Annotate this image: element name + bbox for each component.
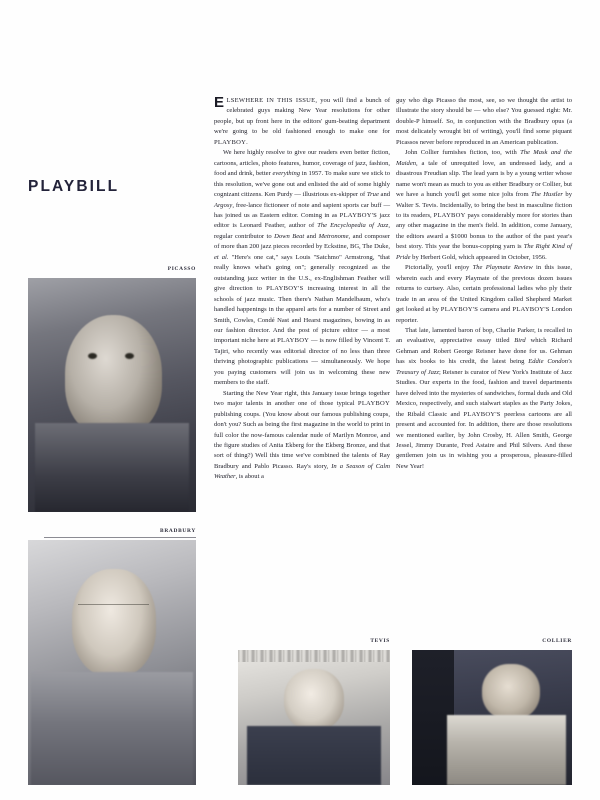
body-column-left: [214, 96, 390, 483]
r3-c: camera and: [478, 306, 513, 314]
r3-d: London reporter.: [396, 306, 572, 324]
r2-b: , a tale of unrequited love, an undressed lady, and a disastrous Freudian slip. The lead yarn is by a young writer whose name won't mean as much to you as either Bradbury or Collier, but we have a hunch you'll get some nice jolts from: [396, 159, 572, 199]
r4-brand: PLAYBOY'S: [463, 410, 501, 418]
photo-picasso: [28, 278, 196, 512]
photo-caption-bradbury: BRADBURY: [160, 528, 196, 534]
bradbury-torso: [31, 672, 192, 785]
photo-bradbury-image: [28, 540, 196, 785]
r4-d: peerless cartoons are all present and accounted for. In addition, there are those resolutions we mentioned earlier, by John Crosby, H. Allen Smith, George Jessel, Jimmy Durante, Fred Astaire and Phil Silvers. And these gentlemen join us in wishing you a prosperous, pleasure-filled New Year!: [396, 410, 572, 470]
photo-collier-image: [412, 650, 572, 785]
paragraph-2: [396, 148, 572, 263]
r4-em-bird: Bird: [514, 337, 526, 345]
r2-a: John Collier furnishes fiction, too, with: [405, 149, 521, 157]
p2-em-argosy: Argosy: [214, 201, 233, 209]
p2-d: , free-lance fictioneer of note and sapient sports car buff — has joined us as Eastern editor. Coming in as: [214, 201, 390, 219]
r1-a: guy who digs Picasso the most, see, so we thought the artist to illustrate the story should be — who else? You guessed right: Mr. double-P himself. So, in conjunction with the Bradbury opus (a most delicately wrought bit of writing), you'll find some piquant Picassos never before reproduced in an American publication.: [396, 97, 572, 146]
p2-em-etal: et al.: [214, 253, 229, 261]
r2-c: by Walter S. Tevis. Incidentally, to bring the best in masculine fiction to its readers,: [396, 191, 572, 219]
p3-em-story: In a Season of Calm Weather: [214, 462, 390, 481]
r3-brand-1: PLAYBOY'S: [440, 306, 479, 314]
opening-small-caps: LSEWHERE IN THIS ISSUE,: [226, 97, 318, 104]
p2-f: , regular contributor to: [214, 222, 390, 240]
p1-brand: PLAYBOY: [214, 138, 247, 146]
page-title: PLAYBILL: [28, 178, 120, 195]
collier-face: [482, 664, 540, 721]
paragraph-1: [396, 96, 572, 148]
p2-em-metronome: Metronome: [318, 232, 349, 240]
photo-tevis-image: [238, 650, 390, 785]
paragraph-2: [214, 148, 390, 388]
photo-collier: [412, 650, 572, 785]
tevis-film-grain: [238, 650, 390, 662]
drop-cap: E: [214, 94, 225, 111]
bradbury-rule: [44, 537, 196, 538]
r2-d: pays considerably more for stories than any other magazine in the men's field. In addition, come January, the editors award a $1000 bonus to the author of the past year's best story. This year the bonus-copping yarn is: [396, 211, 572, 251]
photo-picasso-image: [28, 278, 196, 512]
r3-b: in this issue, wherein each and every Playmate of the previous dozen issues returns to curtsey. Also, certain professional ladies who ply their trade in an area of the United Kingdom called Shepherd Market get looked at by: [396, 264, 572, 314]
paragraph-1: [214, 96, 390, 148]
p2-e: jazz editor is Leonard Feather, author of: [214, 211, 390, 230]
p2-b: in 1957. To make sure we stick to this resolution, we've gone out and enlisted the aid of some highly cognizant citizens. Ken Purdy — illustrious ex-skipper of: [214, 170, 391, 199]
p2-i: "Here's one cat," says Louis "Satchmo" Armstrong, "that really knows what's going on"; generally recognized as the outstanding jazz writer in the U.S., ex-Englishman Feather will give direction to: [214, 253, 391, 293]
r3-a: Pictorially, you'll enjoy: [405, 264, 473, 272]
p2-brand-1: PLAYBOY'S: [339, 211, 378, 219]
p2-j: increasing interest in all the schools of jazz music. Then there's Nathan Mandelbaum, who's handled happenings in the apparel arts for a number of Street and Smith, Cowles, Condé Nast and Hearst magazines, bowing in as our fashion director. And the post of picture editor — a most important niche here at: [214, 285, 390, 345]
picasso-torso: [35, 423, 190, 512]
tevis-torso: [247, 726, 381, 785]
p2-c: and: [378, 191, 390, 199]
p2-em-everything: everything: [272, 170, 301, 178]
bradbury-glasses: [78, 604, 149, 625]
p1-text: you will find a bunch of celebrated guys making New Year resolutions for other people, but up front here in the editors' gum-beating department we're going to be old fashioned enough to make one for: [214, 97, 390, 136]
photo-caption-tevis: TEVIS: [370, 638, 390, 644]
p2-a: We here highly resolve to give our readers even better fiction, cartoons, articles, photo features, humor, coverage of jazz, fashion, food and drink, better: [214, 149, 390, 178]
p2-em-downbeat: Down Beat: [274, 232, 305, 240]
photo-tevis: [238, 650, 390, 785]
r2-brand: PLAYBOY: [433, 211, 466, 219]
p2-em-true: True: [366, 191, 379, 199]
r4-b: which Richard Gehman and Robert George Reisner have done for us. Gehman has six books to his credit, the latest being: [396, 337, 572, 366]
p3-a: Starting the New Year right, this January issue brings together two major talents in another one of those typical: [214, 389, 390, 408]
p2-brand-2: PLAYBOY'S: [266, 285, 304, 293]
body-column-right: [396, 96, 572, 472]
r2-em-hustler: The Hustler: [531, 191, 563, 199]
p1-period: .: [246, 138, 248, 146]
r2-em-mask: The Mask and the Maiden: [396, 149, 572, 167]
collier-torso: [447, 715, 565, 785]
r3-em-playmate: The Playmate Review: [472, 264, 533, 272]
paragraph-4: [396, 326, 572, 472]
p3-b: publishing coups. (You know about our famous publishing coups, don't you? Such as being the first magazine in the world to print in full color the now-famous calendar nude of Marilyn Monroe, and the figure studies of Anita Ekberg for the Ekberg Bronze, and that sort of thing?) Well this time we've combined the talents of Ray Bradbury and Pablo Picasso. Ray's story,: [214, 410, 390, 470]
p2-g: and: [304, 232, 319, 240]
p3-c: , is about a: [235, 473, 264, 481]
r4-a: That late, lamented baron of bop, Charlie Parker, is recalled in an evaluative, appreciative essay titled: [396, 326, 572, 345]
r2-em-pride: The Right Kind of Pride: [396, 243, 572, 261]
p2-brand-3: PLAYBOY: [277, 337, 310, 345]
r3-brand-2: PLAYBOY'S: [512, 306, 550, 314]
r2-e: by Herbert Gold, which appeared in October, 1956.: [410, 253, 547, 261]
paragraph-3: [214, 389, 390, 483]
p2-h: , and composer of more than 200 jazz pieces recorded by Eckstine, BG, The Duke,: [214, 232, 390, 251]
paragraph-3: [396, 263, 572, 326]
r4-c: ; Reisner is curator of New York's Institute of Jazz Studies. Our experts in the food, fashion and travel departments have delved into the mysteries of sandwiches, formal duds and Old Mexico, respectively, and such stalwart staples as the Party Jokes, the Ribald Classic and: [396, 368, 572, 418]
photo-bradbury: [28, 540, 196, 785]
tevis-face: [284, 669, 345, 731]
photo-caption-picasso: PICASSO: [167, 266, 196, 272]
r4-em-condon: Eddie Condon's Treasury of Jazz: [396, 358, 572, 376]
p2-k: — is now filled by Vincent T. Tajiri, who recently was editorial director of no less than three thriving photographic publications — simultaneously. We hope you paying customers will join us in welcoming these new members to the staff.: [214, 337, 390, 387]
p2-em-encyclopedia: The Encyclopedia of Jazz: [317, 222, 389, 230]
photo-caption-collier: COLLIER: [542, 638, 572, 644]
picasso-face: [65, 315, 162, 437]
p3-brand: PLAYBOY: [357, 400, 390, 408]
